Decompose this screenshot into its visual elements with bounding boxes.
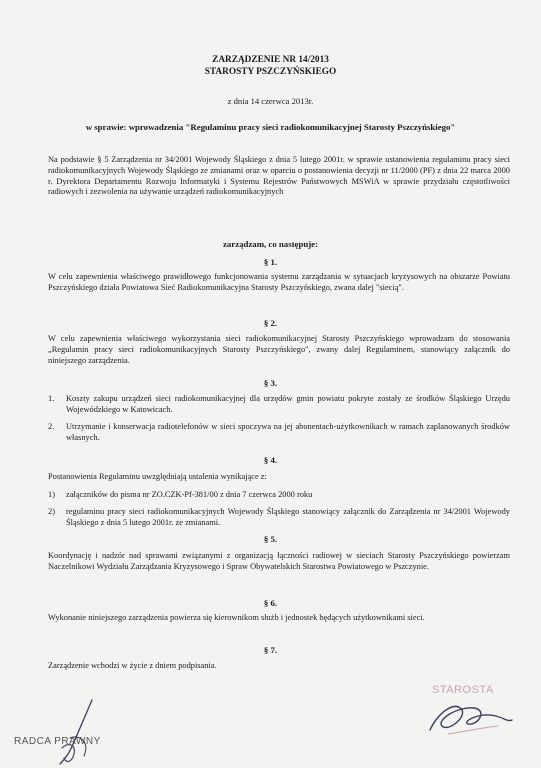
item-text: Utrzymanie i konserwacja radiotelefonów w sieci spoczywa na jej abonentach-użytkownikach w ramach zaplanowanych środków własnych. — [66, 422, 510, 442]
section-4-item-2 — [48, 507, 510, 529]
section-7-heading: § 7. — [263, 645, 278, 655]
section-4-heading: § 4. — [263, 455, 278, 465]
radca-signature — [40, 698, 110, 768]
item-number: 1) — [48, 490, 55, 499]
section-6-text: Wykonanie niniejszego zarządzenia powierza się kierownikom służb i jednostek będących użytkownikami sieci. — [48, 613, 425, 622]
section-5-heading: § 5. — [263, 534, 278, 544]
section-4-intro: Postanowienia Regulaminu uwzględniają ustalenia wynikające z: — [48, 472, 267, 481]
item-number: 2. — [48, 422, 55, 431]
section-3-item-1 — [48, 394, 510, 416]
item-number: 1. — [48, 394, 55, 403]
section-7-text: Zarządzenie wchodzi w życie z dniem podpisania. — [48, 661, 217, 670]
document-issuer: STAROSTY PSZCZYŃSKIEGO — [204, 67, 337, 77]
document-subject: w sprawie: wprowadzenia "Regulaminu pracy sieci radiokomunikacyjnej Starosty Pszczyńskiego" — [85, 122, 456, 132]
starosta-stamp: STAROSTA — [432, 684, 494, 696]
preamble: Na podstawie § 5 Zarządzenia nr 34/2001 Wojewody Śląskiego z dnia 5 lutego 2001r. w sprawie ustanowienia regulaminu pracy sieci radiokomunikacyjnych Wojewody Śląskiego ze zmianami oraz w oparciu o postanowienia decyzji nr 11/2000 (PF) z dnia 22 marca 2000 r. Dyrektora Departamentu Rozwoju Informatyki i Systemu Rejestrów Państwowych MSWiA w sprawie przydziału częstotliwości radiowych i zezwolenia na używanie urządzeń radiokomunikacyjnych — [48, 155, 510, 197]
section-6-heading: § 6. — [263, 598, 278, 608]
item-text: regulaminu pracy sieci radiokomunikacyjnych Wojewody Śląskiego stanowiący załącznik do Zarządzenia nr 34/2001 Wojewody Śląskiego z dnia 5 lutego 2001r. ze zmianami. — [66, 507, 510, 527]
section-2-text: W celu zapewnienia właściwego wykorzystania sieci radiokomunikacyjnej Starosty Pszczyńskiego wprowadzam do stosowania „Regulamin pracy sieci radiokomunikacyjnych Starosty Pszczyńskiego", zwany dalej Regulaminem, stanowiący załącznik do niniejszego zarządzenia. — [48, 334, 510, 365]
item-number: 2) — [48, 507, 55, 516]
document-title: ZARZĄDZENIE NR 14/2013 — [212, 55, 329, 65]
decision-line: zarządzam, co następuje: — [222, 239, 319, 249]
section-5-text: Koordynację i nadzór nad sprawami związanymi z organizacją łączności radiowej w sieciach Starosty Pszczyńskiego powierzam Naczelnikowi Wydziału Zarządzania Kryzysowego i Spraw Obywatelskich Starostwa Powiatowego w Pszczynie. — [48, 551, 510, 571]
starosta-signature — [418, 692, 518, 742]
section-3-item-2 — [48, 422, 510, 444]
section-4-item-1 — [48, 490, 510, 501]
section-1-heading: § 1. — [263, 257, 278, 267]
section-3-heading: § 3. — [263, 378, 278, 388]
item-text: załączników do pisma nr ZO.CZK-Pf-381/00 z dnia 7 czerwca 2000 roku — [66, 490, 313, 499]
section-2-heading: § 2. — [263, 318, 278, 328]
document-date: z dnia 14 czerwca 2013r. — [227, 96, 314, 106]
section-1-text: W celu zapewnienia właściwego prawidłowego funkcjonowania systemu zarządzania w sytuacjach kryzysowych na obszarze Powiatu Pszczyńskiego działa Powiatowa Sieć Radiokomunikacyjna Starosty Pszczyńskiego, zwana dalej "siecią". — [48, 272, 510, 292]
item-text: Koszty zakupu urządzeń sieci radiokomunikacyjnej dla urzędów gmin powiatu pokryte zostały ze środków Śląskiego Urzędu Wojewódzkiego w Katowicach. — [66, 394, 510, 414]
radca-prawny-stamp: RADCA PRAWNY — [14, 736, 101, 747]
